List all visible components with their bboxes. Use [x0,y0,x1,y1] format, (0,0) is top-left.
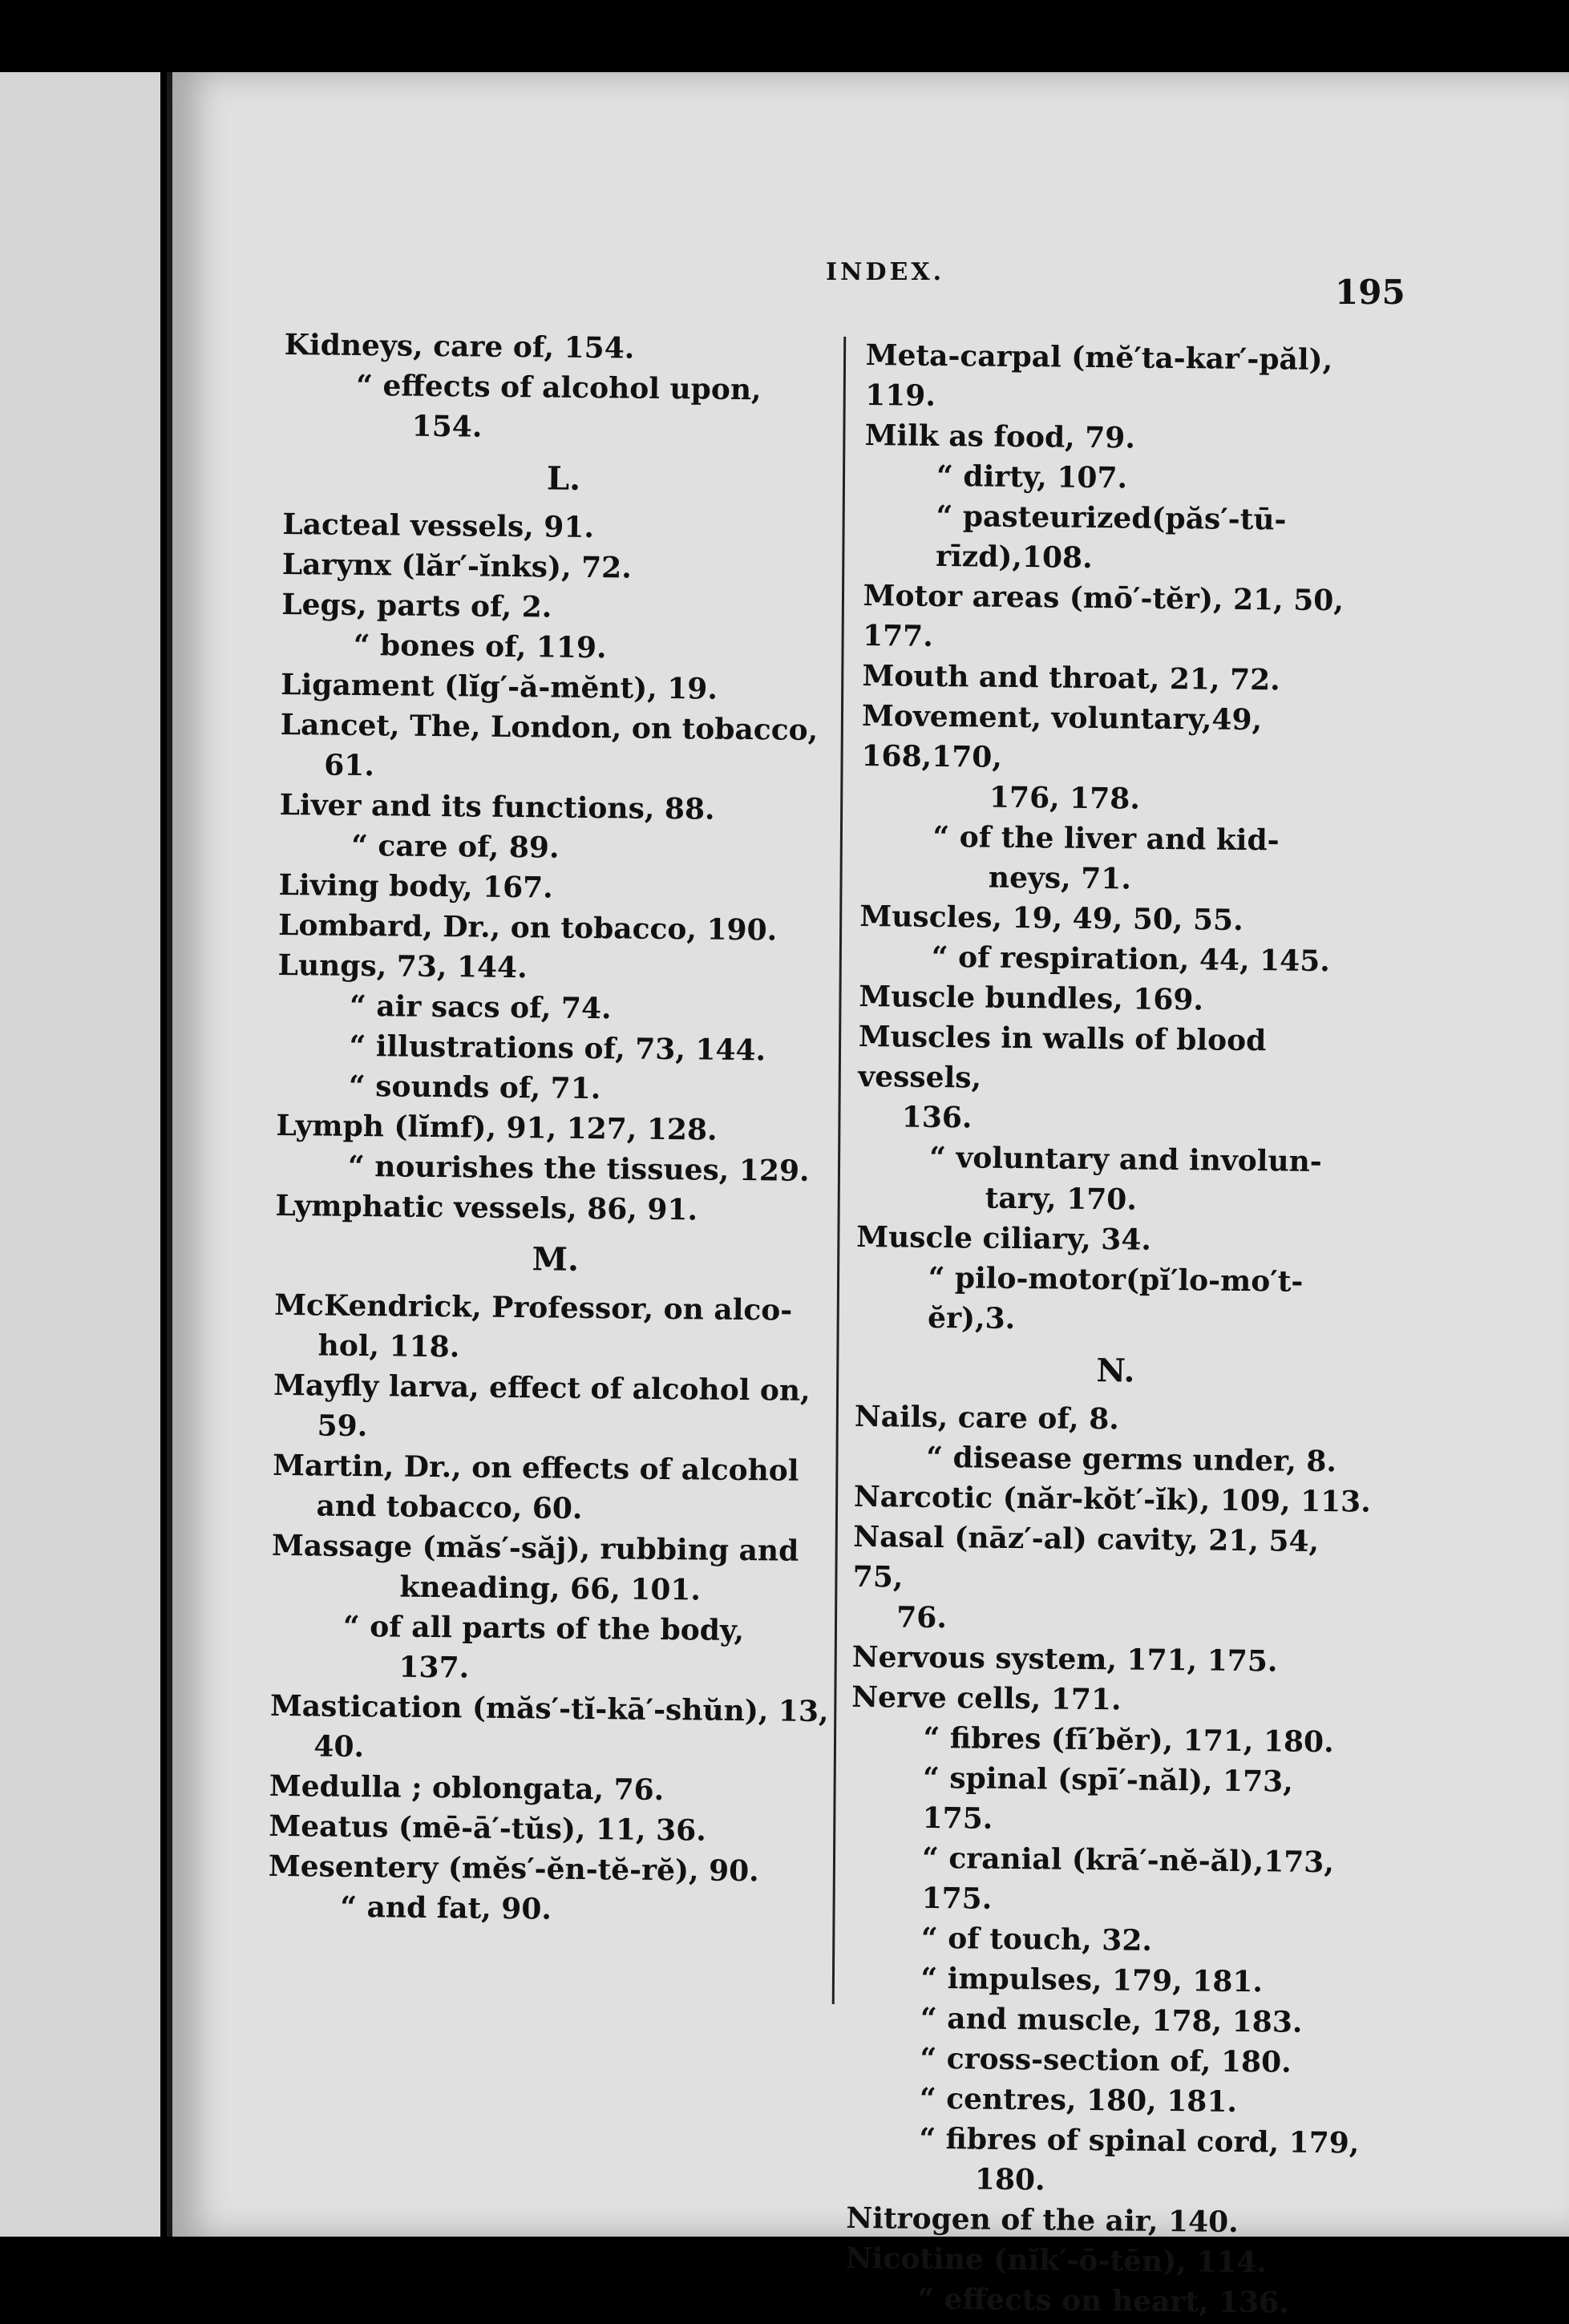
index-entry: Massage (măs′-săj), rubbing and [271,1528,799,1568]
index-entry-continuation: 154. [411,409,483,444]
index-entry: Muscles, 19, 49, 50, 55. [859,899,1243,937]
index-entry: Muscles in walls of blood vessels, [858,1019,1267,1095]
index-entry: Martin, Dr., on effects of alcohol [272,1448,799,1488]
index-subentry: “ nourishes the tissues, 129. [347,1149,810,1188]
index-subentry: “ effects on heart, 136. [917,2282,1289,2320]
index-subentry: “ voluntary and involun- [929,1140,1322,1179]
index-subentry: “ of all parts of the body, [342,1609,745,1648]
index-subentry: “ effects of alcohol upon, [355,368,762,407]
index-entry: Mouth and throat, 21, 72. [862,658,1280,697]
index-subentry: “ dirty, 107. [936,459,1128,495]
index-subentry: “ illustrations of, 73, 144. [349,1029,766,1068]
index-entry: Mesentery (mĕs′-ĕn-tĕ-rĕ), 90. [268,1849,759,1889]
index-subentry: “ pilo-motor(pĭ′lo-mo′t-ĕr),3. [927,1260,1304,1336]
index-subentry: “ centres, 180, 181. [919,2081,1238,2119]
index-entry: Medulla ; oblongata, 76. [269,1768,665,1808]
index-subentry: “ fibres of spinal cord, 179, [919,2121,1360,2160]
index-entry-continuation: kneading, 66, 101. [399,1570,702,1607]
index-entry: Lymph (lĭmf), 91, 127, 128. [276,1108,718,1147]
index-entry: Liver and its functions, 88. [279,787,715,827]
index-entry: Nasal (nāz′-al) cavity, 21, 54, 75, [852,1519,1320,1594]
index-subentry: “ and fat, 90. [340,1890,552,1926]
index-entry: Legs, parts of, 2. [281,587,552,624]
index-entry: Lombard, Dr., on tobacco, 190. [277,907,778,948]
section-letter: M. [532,1240,580,1279]
index-entry: Living body, 167. [278,867,553,905]
page-number: 195 [1335,273,1405,312]
index-entry: Mayfly larva, effect of alcohol on, [273,1368,811,1408]
index-subentry: “ impulses, 179, 181. [920,1961,1264,1999]
index-subentry: “ of touch, 32. [920,1921,1153,1958]
index-entry-continuation: 40. [313,1729,365,1764]
index-entry-continuation: 180. [974,2162,1045,2197]
index-entry: Lacteal vessels, 91. [282,507,595,545]
index-entry: Nervous system, 171, 175. [851,1639,1278,1679]
index-entry: Milk as food, 79. [864,418,1136,455]
index-subentry: “ cranial (krā′-nĕ-ăl),173, 175. [921,1841,1335,1916]
index-entry: Muscle bundles, 169. [859,979,1204,1017]
index-subentry: “ disease germs under, 8. [926,1440,1337,1479]
index-entry: Nerve cells, 171. [851,1679,1122,1717]
index-subentry: “ sounds of, 71. [348,1069,601,1106]
running-header: INDEX. [826,258,945,286]
index-entry: Meta-carpal (mĕ′ta-kar′-păl), 119. [864,337,1333,413]
index-entry-continuation: 136. [901,1100,973,1135]
index-subentry: “ spinal (spī′-năl), 173, 175. [922,1760,1293,1836]
index-entry: Nitrogen of the air, 140. [846,2201,1239,2239]
index-entry-continuation: 59. [317,1409,368,1444]
index-column-right [845,335,1387,2324]
index-entry: Nicotine (nĭk′-ō-tēn), 114. [845,2241,1268,2280]
index-entry: Meatus (mē-ā′-tŭs), 11, 36. [269,1809,706,1848]
index-entry: Muscle ciliary, 34. [855,1219,1152,1257]
index-entry: Lancet, The, London, on tobacco, [280,707,819,747]
index-entry: Lymphatic vessels, 86, 91. [275,1188,698,1227]
index-entry-continuation: 176, 178. [989,780,1141,816]
index-entry-continuation: 61. [324,748,375,783]
index-subentry: “ fibres (fī′bĕr), 171, 180. [923,1720,1334,1760]
index-subentry: “ and muscle, 178, 183. [920,2001,1303,2039]
index-subentry: “ cross-section of, 180. [920,2041,1292,2079]
section-letter: N. [1096,1352,1135,1390]
adjacent-page-strip [0,72,160,2237]
index-entry: Nails, care of, 8. [854,1399,1120,1437]
index-entry-continuation: 76. [896,1600,948,1635]
index-entry-continuation: tary, 170. [985,1181,1138,1217]
index-entry: Kidneys, care of, 154. [284,327,635,366]
index-entry-continuation: hol, 118. [317,1328,460,1364]
index-entry-continuation: neys, 71. [988,860,1132,896]
section-letter: L. [546,459,581,498]
index-entry-continuation: 137. [398,1650,470,1685]
index-subentry: “ care of, 89. [350,828,560,865]
index-entry: Mastication (măs′-tĭ-kā′-shŭn), 13, [269,1688,829,1729]
index-subentry: “ air sacs of, 74. [349,988,612,1026]
index-entry: Ligament (lĭg′-ă-mĕnt), 19. [281,667,718,706]
index-entry: Larynx (lăr′-ĭnks), 72. [281,547,632,585]
index-entry: McKendrick, Professor, on alco- [273,1287,793,1328]
index-entry: Movement, voluntary,49, 168,170, [861,698,1263,774]
index-entry: Narcotic (năr-kŏt′-ĭk), 109, 113. [853,1479,1371,1519]
index-subentry: “ pasteurized(păs′-tū-rīzd),108. [935,499,1287,575]
index-subentry: “ of respiration, 44, 145. [931,940,1331,979]
index-entry: Lungs, 73, 144. [277,948,528,985]
index-entry: Motor areas (mō′-tĕr), 21, 50, 177. [862,578,1345,653]
index-subentry: “ bones of, 119. [353,628,607,665]
index-column-left [268,325,846,1932]
index-entry-continuation: and tobacco, 60. [316,1489,583,1526]
index-subentry: “ of the liver and kid- [932,819,1280,858]
